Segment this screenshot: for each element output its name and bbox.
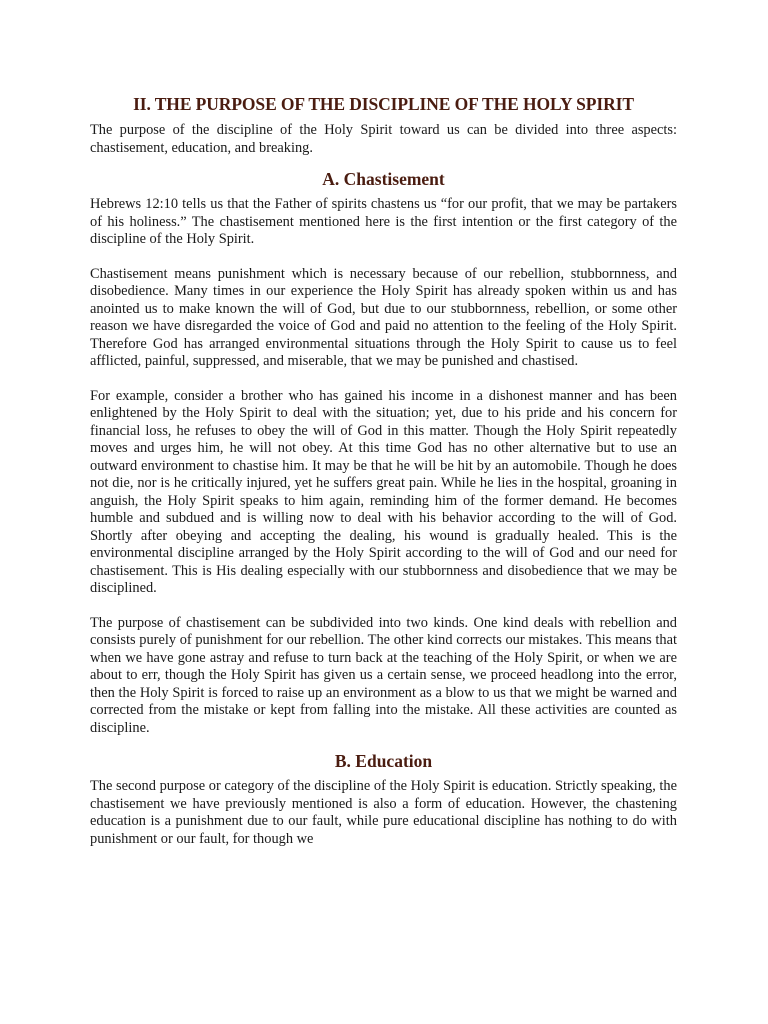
paragraph: For example, consider a brother who has gained his income in a dishonest manner and has been enlightened by the Holy Spirit to deal with the situation; yet, due to his pride and his concern for financial loss, he refuses to obey the will of God in this matter. Though the Holy Spirit repeatedly moves and urges him, he will not obey. At this time God has no other alternative but to use an outward environment to chastise him. It may be that he will be hit by an automobile. Though he does not die, nor is he critically injured, yet he suffers great pain. While he lies in the hospital, groaning in anguish, the Holy Spirit speaks to him again, reminding him of the former demand. He becomes humble and subdued and is willing now to deal with his behavior according to the will of God. Shortly after obeying and accepting the dealing, his wound is gradually healed. This is the environmental discipline arranged by the Holy Spirit according to the will of God and our need for chastisement. This is His dealing especially with our stubbornness and disobedience that we may be disciplined.: [90, 387, 677, 596]
section-intro: The purpose of the discipline of the Holy Spirit toward us can be divided into three aspects: chastisement, education, and breaking.: [90, 122, 677, 156]
document-body: [90, 92, 677, 848]
paragraph: Hebrews 12:10 tells us that the Father of spirits chastens us “for our profit, that we may be partakers of his holiness.” The chastisement mentioned here is the first intention or the first category of the discipline of the Holy Spirit.: [90, 196, 677, 247]
paragraph: The purpose of chastisement can be subdivided into two kinds. One kind deals with rebellion and consists purely of punishment for our rebellion. The other kind corrects our mistakes. This means that when we have gone astray and refuse to turn back at the teaching of the Holy Spirit, or when we are about to err, though the Holy Spirit has given us a certain sense, we proceed headlong into the error, then the Holy Spirit is forced to raise up an environment as a blow to us that we might be warned and corrected from the mistake or kept from falling into the mistake. All these activities are counted as discipline.: [90, 614, 677, 736]
paragraph: Chastisement means punishment which is necessary because of our rebellion, stubbornness, and disobedience. Many times in our experience the Holy Spirit has already spoken within us and has anointed us to make known the will of God, but due to our stubbornness, rebellion, or some other reason we have disregarded the voice of God and paid no attention to the feeling of the Holy Spirit. Therefore God has arranged environmental situations through the Holy Spirit to cause us to feel afflicted, painful, suppressed, and miserable, that we may be punished and chastised.: [90, 265, 677, 369]
subsection-title-education: B. Education: [334, 751, 433, 771]
subsection-title-chastisement: A. Chastisement: [322, 169, 445, 189]
section-title: II. THE PURPOSE OF THE DISCIPLINE OF THE HOLY SPIRIT: [133, 94, 634, 114]
paragraph: The second purpose or category of the discipline of the Holy Spirit is education. Strictly speaking, the chastisement we have previously mentioned is also a form of education. However, the chastening education is a punishment due to our fault, while pure educational discipline has nothing to do with punishment or our fault, for though we: [90, 778, 677, 847]
